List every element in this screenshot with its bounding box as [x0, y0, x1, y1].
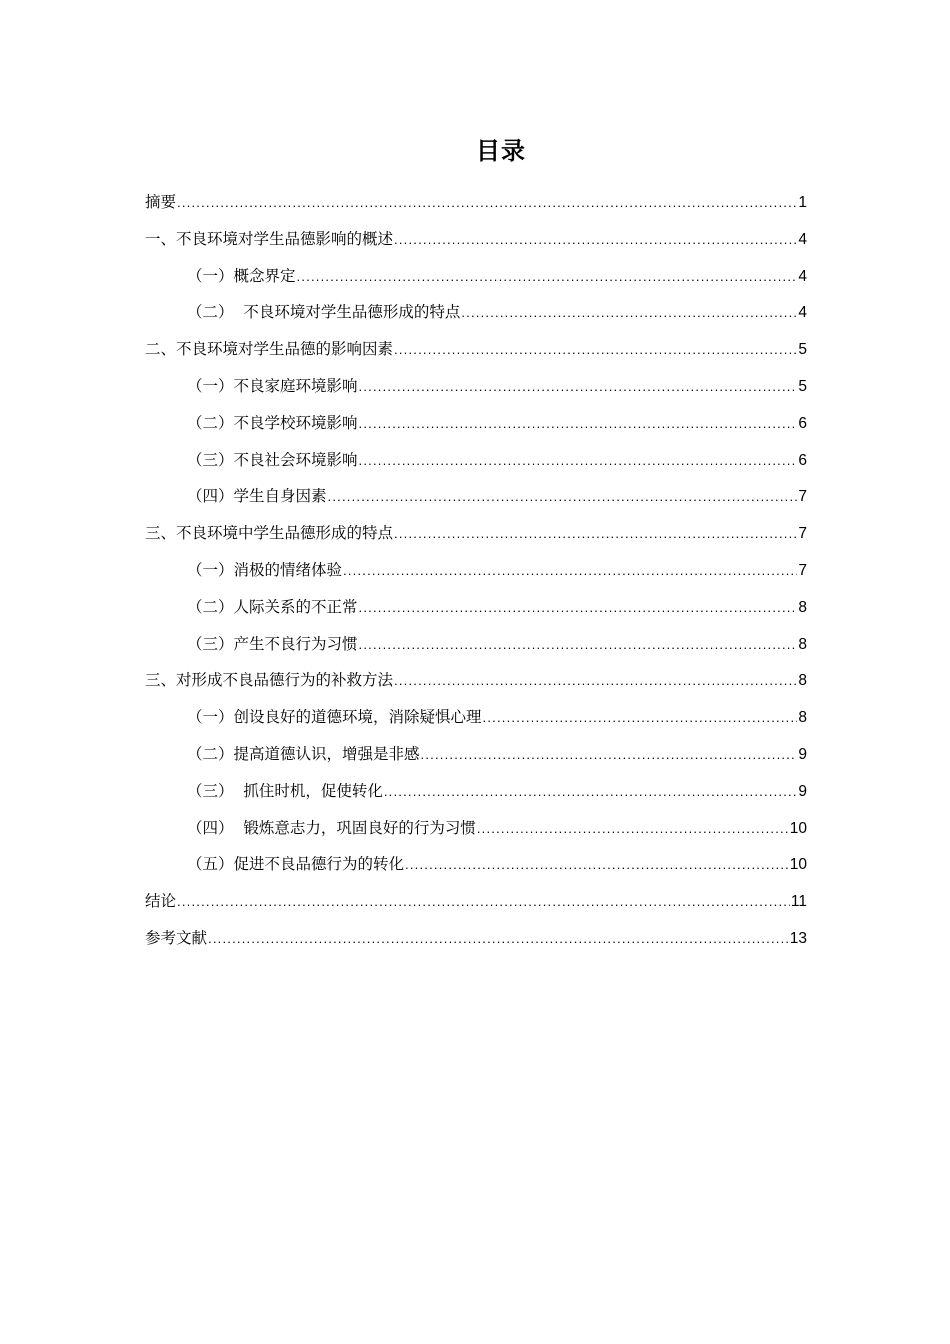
toc-page-number: 9 [798, 745, 807, 763]
toc-entry-title: （二）提高道德认识，增强是非感 [187, 744, 420, 763]
toc-dot-leader [461, 295, 797, 332]
toc-dot-leader [177, 185, 797, 222]
toc-entry-title: 结论 [145, 892, 177, 911]
toc-page-number: 7 [798, 561, 807, 579]
toc-dot-leader [394, 222, 797, 259]
toc-dot-leader [477, 811, 789, 848]
toc-entry[interactable] [145, 773, 807, 810]
toc-dot-leader [328, 479, 798, 516]
toc-dot-leader [394, 332, 797, 369]
toc-entry[interactable] [145, 883, 807, 920]
toc-entry[interactable] [145, 478, 807, 515]
toc-dot-leader [359, 406, 798, 443]
toc-dot-leader [394, 663, 797, 700]
toc-entry[interactable] [145, 294, 807, 331]
toc-entry-title: （一）创设良好的道德环境，消除疑惧心理 [187, 708, 482, 727]
toc-entry-title: 三、不良环境中学生品德形成的特点 [145, 524, 394, 543]
toc-entry-title: （三）产生不良行为习惯 [187, 634, 358, 653]
toc-page-number: 7 [798, 525, 807, 543]
toc-entry-title: 三、对形成不良品德行为的补救方法 [145, 671, 394, 690]
toc-entry[interactable] [145, 405, 807, 442]
toc-page-number: 8 [798, 635, 807, 653]
toc-page-number: 10 [789, 819, 807, 837]
toc-entry-title: （一）不良家庭环境影响 [187, 376, 358, 395]
toc-page-number: 9 [798, 782, 807, 800]
toc-page-number: 8 [798, 672, 807, 690]
toc-dot-leader [359, 443, 798, 480]
toc-dot-leader [384, 774, 798, 811]
toc-entry[interactable] [145, 662, 807, 699]
toc-dot-leader [359, 369, 798, 406]
toc-page-number: 10 [789, 856, 807, 874]
toc-dot-leader [208, 921, 789, 958]
toc-dot-leader [394, 516, 797, 553]
toc-page-number: 4 [798, 267, 807, 285]
toc-page-number: 8 [798, 709, 807, 727]
toc-dot-leader [343, 553, 797, 590]
toc-entry-title: （三）不良社会环境影响 [187, 450, 358, 469]
toc-entry-title: （三） 抓住时机，促使转化 [187, 781, 383, 800]
toc-entry-title: （五）促进不良品德行为的转化 [187, 855, 405, 874]
page-title: 目录 [476, 137, 526, 165]
toc-entry-title: 摘要 [145, 193, 177, 211]
toc-dot-leader [483, 700, 798, 737]
toc-page-number: 6 [798, 414, 807, 432]
toc-page-number: 7 [798, 488, 807, 506]
toc-dot-leader [359, 627, 798, 664]
toc-entry[interactable] [145, 810, 807, 847]
toc-entry-title: （四） 锻炼意志力，巩固良好的行为习惯 [187, 818, 476, 837]
toc-page-number: 1 [798, 194, 807, 211]
toc-entry-title: （二）不良学校环境影响 [187, 413, 358, 432]
toc-entry[interactable] [145, 552, 807, 589]
toc-entry-title: 二、不良环境对学生品德的影响因素 [145, 340, 394, 359]
toc-dot-leader [405, 847, 789, 884]
toc-entry[interactable] [145, 331, 807, 368]
toc-entry[interactable] [145, 368, 807, 405]
toc-entry[interactable] [145, 626, 807, 663]
toc-page-number: 5 [798, 341, 807, 359]
toc-entry-title: （二） 不良环境对学生品德形成的特点 [187, 303, 461, 322]
toc-entry-title: （二）人际关系的不正常 [187, 597, 358, 616]
toc-entry[interactable] [145, 258, 807, 295]
table-of-contents [145, 184, 807, 957]
toc-entry-title: （四）学生自身因素 [187, 487, 327, 506]
toc-page-number: 13 [789, 929, 807, 947]
toc-entry-title: （一）消极的情绪体验 [187, 560, 343, 579]
toc-entry[interactable] [145, 736, 807, 773]
toc-entry[interactable] [145, 589, 807, 626]
toc-page-number: 5 [798, 377, 807, 395]
toc-entry-title: 一、不良环境对学生品德影响的概述 [145, 229, 394, 248]
toc-dot-leader [421, 737, 798, 774]
toc-entry[interactable] [145, 920, 807, 957]
toc-entry[interactable] [145, 442, 807, 479]
toc-page-number: 8 [798, 598, 807, 616]
toc-entry-title: （一）概念界定 [187, 266, 296, 285]
toc-entry[interactable] [145, 515, 807, 552]
toc-dot-leader [297, 259, 798, 296]
toc-dot-leader [359, 590, 798, 627]
toc-page-number: 4 [798, 230, 807, 248]
toc-entry[interactable] [145, 846, 807, 883]
toc-dot-leader [177, 884, 790, 921]
toc-page-number: 4 [798, 304, 807, 322]
toc-page-number: 11 [790, 893, 807, 911]
toc-entry-title: 参考文献 [145, 928, 208, 947]
toc-page-number: 6 [798, 451, 807, 469]
toc-entry[interactable] [145, 184, 807, 221]
toc-entry[interactable] [145, 699, 807, 736]
toc-entry[interactable] [145, 221, 807, 258]
